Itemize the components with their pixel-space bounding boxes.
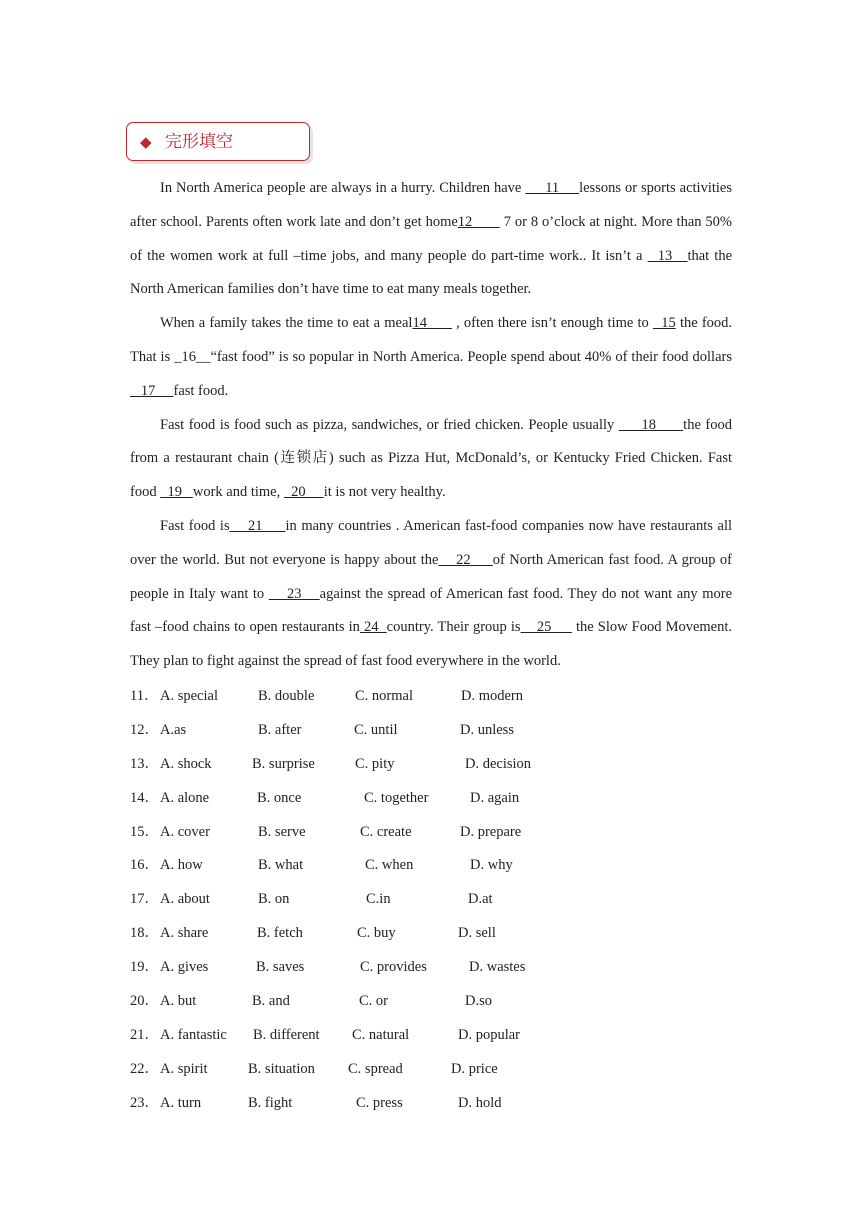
option-b: B. after: [258, 721, 302, 738]
question-number: 21．: [130, 1026, 159, 1043]
question-row: [130, 1087, 732, 1121]
question-number: 11．: [130, 688, 159, 704]
question-row: [130, 748, 732, 782]
option-a: A. cover: [160, 823, 210, 840]
option-c: C. press: [356, 1094, 403, 1111]
option-c: C. natural: [352, 1026, 410, 1043]
option-b: B. fetch: [257, 925, 303, 942]
question-number: 12．: [130, 721, 159, 738]
question-number: 19．: [130, 959, 159, 976]
question-number: 22．: [130, 1060, 159, 1077]
question-row: [130, 782, 732, 816]
option-b: B. double: [258, 688, 315, 704]
option-c: C. buy: [357, 925, 396, 942]
question-number: 18．: [130, 925, 159, 942]
option-a: A. fantastic: [160, 1026, 227, 1043]
answer-blank: 23: [268, 585, 320, 602]
answer-blank: 22: [438, 551, 493, 568]
question-options: [130, 680, 732, 1121]
question-number: 15．: [130, 823, 159, 840]
option-d: D. prepare: [460, 823, 522, 840]
answer-blank: 25: [520, 619, 572, 636]
option-a: A. special: [160, 688, 218, 704]
passage-text: 7 or 8 o’clock at night. More than 50% of the women work at full –time jobs, and many people do part-time work.. It isn’t a: [130, 213, 733, 264]
passage-text: , often there isn’t enough time to: [451, 315, 653, 332]
passage-paragraph: [130, 307, 732, 408]
option-d: D. sell: [458, 925, 496, 942]
passage-text: the food from a restaurant chain (连锁店) such as Pizza Hut, McDonald’s, or Kentucky Fried Chicken. Fast food: [130, 416, 732, 501]
option-c: C. spread: [348, 1060, 403, 1077]
passage-text: in many countries . American fast-food companies now have restaurants all over the world. But not everyone is happy about the: [130, 517, 733, 568]
passage-text: of North American fast food. A group of people in Italy want to: [130, 551, 732, 602]
question-number: 20．: [130, 993, 159, 1010]
question-number: 14．: [130, 789, 159, 806]
passage-text: work and time,: [192, 484, 284, 501]
answer-blank: 15: [652, 315, 676, 332]
option-b: B. serve: [258, 823, 306, 840]
passage-text: that the North American families don’t have time to eat many meals together.: [130, 247, 733, 298]
answer-blank: 19: [160, 484, 193, 501]
answer-blank: 20: [283, 484, 324, 501]
option-c: C. create: [360, 823, 412, 840]
answer-blank: 14: [412, 315, 452, 332]
question-row: [130, 680, 732, 714]
option-c: C. when: [365, 857, 414, 874]
section-header: [126, 122, 310, 161]
option-c: C. or: [359, 993, 388, 1010]
option-d: D. again: [470, 789, 520, 806]
option-a: A. gives: [160, 959, 209, 976]
option-d: D. hold: [458, 1094, 502, 1111]
passage-text: In North America people are always in a hurry. Children have: [160, 180, 526, 196]
option-b: B. fight: [248, 1094, 293, 1111]
answer-blank: 11: [525, 180, 580, 196]
option-c: C.in: [366, 891, 391, 908]
answer-blank: 18: [618, 416, 684, 433]
answer-blank: 17: [130, 382, 174, 399]
question-row: [130, 849, 732, 883]
question-row: [130, 1053, 732, 1087]
question-number: 17．: [130, 891, 159, 908]
answer-blank: 24: [359, 619, 387, 636]
passage: [130, 172, 732, 679]
option-b: B. surprise: [252, 755, 315, 772]
option-d: D. why: [470, 857, 513, 874]
passage-paragraph: [130, 172, 732, 307]
question-row: [130, 1019, 732, 1053]
question-row: [130, 714, 732, 748]
question-row: [130, 985, 732, 1019]
option-d: D. popular: [458, 1026, 521, 1043]
passage-text: Fast food is food such as pizza, sandwiches, or fried chicken. People usually: [160, 416, 619, 433]
question-number: 16．: [130, 857, 159, 874]
passage-text: lessons or sports activities after school. Parents often work late and don’t get home: [130, 180, 732, 230]
option-a: A. how: [160, 857, 203, 874]
diamond-icon: ◆: [140, 133, 152, 151]
option-a: A. but: [160, 993, 197, 1010]
option-a: A. shock: [160, 755, 212, 772]
option-d: D. price: [451, 1060, 498, 1077]
option-a: A. turn: [160, 1094, 202, 1111]
answer-blank: 21: [229, 517, 286, 534]
passage-text: against the spread of American fast food. They do not want any more fast –food chains to open restaurants in: [130, 585, 733, 636]
option-b: B. once: [257, 789, 302, 806]
option-c: C. pity: [355, 755, 395, 772]
question-row: [130, 951, 732, 985]
option-b: B. saves: [256, 959, 305, 976]
option-b: B. situation: [248, 1060, 315, 1077]
answer-blank: 12: [457, 213, 500, 230]
passage-paragraph: [130, 409, 732, 510]
passage-paragraph: [130, 510, 732, 679]
option-a: A. share: [160, 925, 209, 942]
question-row: [130, 917, 732, 951]
question-number: 23．: [130, 1094, 159, 1111]
option-b: B. and: [252, 993, 290, 1010]
option-c: C. provides: [360, 959, 427, 976]
option-d: D. decision: [465, 755, 532, 772]
passage-text: When a family takes the time to eat a meal: [160, 315, 413, 332]
option-d: D. unless: [460, 721, 514, 738]
passage-text: the Slow Food Movement. They plan to fight against the spread of fast food everywhere in the world.: [130, 619, 733, 670]
question-number: 13．: [130, 755, 159, 772]
option-d: D.so: [465, 993, 492, 1010]
passage-text: Fast food is: [160, 517, 230, 534]
passage-text: fast food.: [173, 382, 229, 399]
option-c: C. together: [364, 789, 429, 806]
option-d: D. wastes: [469, 959, 526, 976]
section-title: 完形填空: [165, 132, 233, 152]
option-a: A.as: [160, 721, 187, 738]
option-d: D.at: [468, 891, 493, 908]
passage-text: country. Their group is: [386, 619, 521, 636]
passage-text: the food. That is _16__“fast food” is so popular in North America. People spend about 40% of their food dollars: [130, 315, 733, 365]
option-b: B. what: [258, 857, 304, 874]
option-b: B. on: [258, 891, 290, 908]
question-row: [130, 883, 732, 917]
option-a: A. spirit: [160, 1060, 208, 1077]
option-a: A. alone: [160, 789, 210, 806]
option-c: C. normal: [355, 688, 413, 704]
option-b: B. different: [253, 1026, 320, 1043]
question-row: [130, 816, 732, 850]
answer-blank: 13: [647, 247, 688, 264]
option-a: A. about: [160, 891, 210, 908]
passage-text: it is not very healthy.: [323, 484, 446, 501]
option-c: C. until: [354, 721, 398, 738]
option-d: D. modern: [461, 688, 524, 704]
